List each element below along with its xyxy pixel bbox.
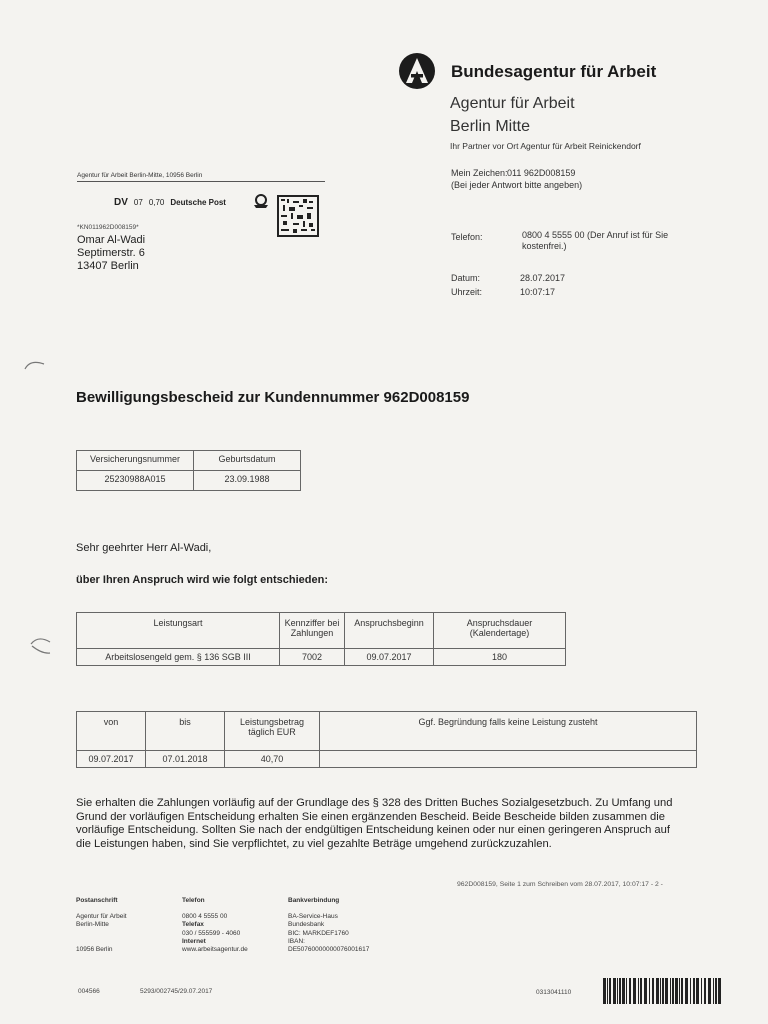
date-label: Datum: — [451, 273, 481, 283]
postmark-dv: DV — [114, 197, 128, 208]
body-paragraph: Sie erhalten die Zahlungen vorläufig auf der Grundlage des § 328 des Dritten Buches Sozialgesetzbuch. Zu Umfang und Grund der vorläufigen Entscheidung erhalten Sie einen ergänzenden Bescheid. Beide Bescheide bilden zusammen die vorläufige Entscheidung. Sollten Sie nach der endgültigen Entscheidung keinen oder nur einen geringeren Anspruch auf die Leistungen haben, sind Sie verpflichtet, zu viel gezahlte Beträge umgehend zurückzuzahlen. — [76, 797, 673, 850]
benefit-table — [76, 612, 566, 666]
footer-postal-header: Postanschrift — [76, 897, 118, 904]
footer-phone-header: Telefon — [182, 897, 205, 904]
table-header: Ggf. Begründung falls keine Leistung zusteht — [320, 712, 697, 751]
postmark-carrier: Deutsche Post — [170, 198, 226, 207]
barcode — [603, 978, 723, 1004]
office-location: Berlin Mitte — [450, 118, 531, 135]
table-cell: 25230988A015 — [77, 471, 194, 491]
table-header: Leistungsart — [77, 613, 280, 649]
postmark-price: 0,70 — [148, 198, 165, 207]
table-header: Geburtsdatum — [194, 451, 301, 471]
reference-note: (Bei jeder Antwort bitte angeben) — [451, 180, 583, 190]
footer-bank-line: BIC: MARKDEF1760 — [288, 929, 349, 937]
footer-bank-line: DE50760000000076001617 — [288, 946, 370, 954]
table-cell: 23.09.1988 — [194, 471, 301, 491]
document-title: Bewilligungsbescheid zur Kundennummer 962D008159 — [76, 389, 470, 406]
table-header: Leistungsbetrag täglich EUR — [225, 712, 320, 751]
table-cell: 09.07.2017 — [77, 751, 146, 768]
payment-period-table — [76, 711, 697, 768]
footer-code: 004566 — [78, 988, 100, 995]
footer-postal — [76, 897, 176, 954]
table-cell: 7002 — [280, 649, 345, 666]
time-label: Uhrzeit: — [451, 287, 483, 297]
salutation: Sehr geehrter Herr Al-Wadi, — [76, 542, 212, 554]
footer-internet-header: Internet — [182, 937, 206, 945]
footer-bank-line: IBAN: — [288, 937, 305, 945]
table-cell: 09.07.2017 — [345, 649, 434, 666]
agency-name: Bundesagentur für Arbeit — [451, 62, 657, 81]
reference-label: Mein Zeichen: — [451, 168, 508, 178]
office-line: Agentur für Arbeit — [450, 95, 575, 112]
table-header: Anspruchsbeginn — [345, 613, 434, 649]
footer-fax-header: Telefax — [182, 921, 204, 929]
table-header: Versicherungsnummer — [77, 451, 194, 471]
table-cell: 180 — [434, 649, 566, 666]
page-reference: 962D008159, Seite 1 zum Schreiben vom 28.07.2017, 10:07:17 - 2 - — [457, 881, 663, 888]
footer-internet-value: www.arbeitsagentur.de — [182, 946, 248, 954]
footer-fax-value: 030 / 555599 - 4060 — [182, 929, 241, 937]
sender-return-address: Agentur für Arbeit Berlin-Mitte, 10956 Berlin — [77, 172, 325, 182]
recipient-city: 13407 Berlin — [77, 260, 139, 272]
table-header: bis — [146, 712, 225, 751]
footer-postal-line: Berlin-Mitte — [76, 921, 109, 929]
reference-value: 011 962D008159 — [507, 168, 576, 178]
insurance-table — [76, 450, 301, 491]
postmark-num: 07 — [133, 198, 143, 207]
recipient-address — [77, 234, 145, 273]
scan-hole-mark — [22, 355, 48, 381]
table-cell: 40,70 — [225, 751, 320, 768]
footer-postal-line: 10956 Berlin — [76, 945, 113, 953]
phone-value: 0800 4 5555 00 (Der Anruf ist für Sie kostenfrei.) — [522, 230, 669, 251]
post-horn-icon — [252, 193, 270, 209]
postmark — [114, 197, 226, 208]
table-cell: 07.01.2018 — [146, 751, 225, 768]
footer-bank-line: BA-Service-Haus — [288, 913, 338, 921]
table-header: Kennziffer bei Zahlungen — [280, 613, 345, 649]
footer-postal-line: Agentur für Arbeit — [76, 913, 127, 921]
table-header: von — [77, 712, 146, 751]
decision-intro: über Ihren Anspruch wird wie folgt entschieden: — [76, 574, 329, 586]
partner-line: Ihr Partner vor Ort Agentur für Arbeit Reinickendorf — [450, 141, 641, 151]
table-cell: Arbeitslosengeld gem. § 136 SGB III — [77, 649, 280, 666]
datamatrix-code — [277, 195, 319, 237]
bundesagentur-logo-icon — [398, 52, 436, 90]
phone-label: Telefon: — [451, 232, 483, 242]
table-header: Anspruchsdauer (Kalendertage) — [434, 613, 566, 649]
footer-bank — [288, 897, 438, 954]
table-cell — [320, 751, 697, 768]
footer-code: 5293/002745/29.07.2017 — [140, 988, 213, 995]
customer-code: *KN011962D008159* — [77, 224, 139, 231]
recipient-name: Omar Al-Wadi — [77, 234, 146, 246]
footer-bank-line: Bundesbank — [288, 921, 325, 929]
time-value: 10:07:17 — [520, 287, 556, 297]
date-value: 28.07.2017 — [520, 273, 566, 283]
scan-hole-mark — [28, 636, 54, 662]
footer-phone-value: 0800 4 5555 00 — [182, 913, 228, 921]
footer-contact — [182, 897, 282, 954]
recipient-street: Septimerstr. 6 — [77, 247, 145, 259]
footer-bank-header: Bankverbindung — [288, 897, 340, 904]
footer-code: 0313041110 — [536, 989, 572, 996]
